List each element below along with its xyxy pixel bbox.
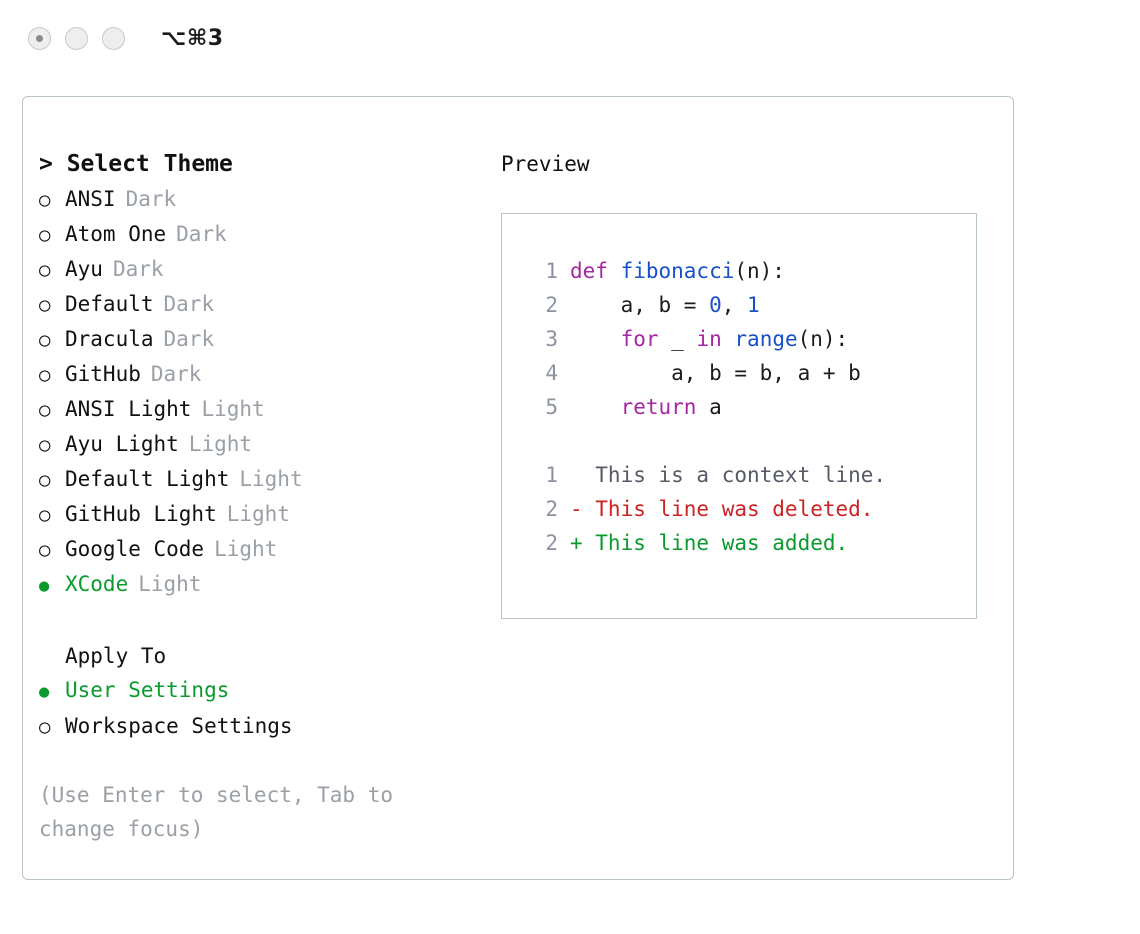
radio-unselected-icon: ○ (39, 294, 51, 316)
radio-unselected-icon: ○ (39, 224, 51, 246)
code-token: , (721, 293, 748, 317)
apply-to-option-label: User Settings (65, 678, 230, 702)
theme-option-row[interactable] (39, 532, 479, 567)
theme-option-row[interactable] (39, 322, 479, 357)
theme-option-variant-tag: Light (226, 502, 290, 526)
code-token: 0 (709, 293, 722, 317)
radio-unselected-icon: ○ (39, 364, 51, 386)
code-token: range (734, 327, 798, 351)
radio-unselected-icon: ○ (39, 259, 51, 281)
preview-label: Preview (501, 152, 590, 176)
apply-to-heading: Apply To (65, 644, 167, 668)
diff-line (524, 526, 976, 560)
code-text (570, 254, 785, 288)
code-line (524, 288, 976, 322)
theme-option-label: Atom One (65, 222, 167, 246)
theme-option-variant-tag: Light (188, 432, 253, 456)
code-token (570, 395, 621, 419)
radio-unselected-icon: ○ (39, 469, 51, 491)
radio-unselected-icon: ○ (39, 399, 51, 421)
line-number: 2 (545, 497, 558, 521)
code-token: a, b = (570, 293, 710, 317)
theme-option-variant-tag: Dark (163, 292, 215, 316)
code-token: fibonacci (620, 259, 735, 283)
theme-picker-panel (22, 96, 1014, 880)
code-token: _ (658, 327, 697, 351)
code-line (524, 356, 976, 390)
theme-option-label: Dracula (65, 327, 154, 351)
apply-to-list (39, 673, 479, 744)
code-token: (n): (797, 327, 849, 351)
theme-option-label: Ayu Light (65, 432, 179, 456)
radio-unselected-icon: ○ (39, 504, 51, 526)
theme-option-label: ANSI Light (65, 397, 192, 421)
theme-option-row[interactable] (39, 497, 479, 532)
line-number: 5 (545, 395, 558, 419)
close-dot (36, 35, 43, 42)
theme-list (39, 182, 479, 603)
keyboard-hint: (Use Enter to select, Tab to change focus) (39, 783, 394, 841)
line-number: 2 (545, 293, 558, 317)
code-line (524, 322, 976, 356)
radio-unselected-icon: ○ (39, 189, 51, 211)
code-text (570, 288, 760, 322)
line-number: 4 (545, 361, 558, 385)
code-text (570, 356, 861, 390)
code-line (524, 390, 976, 424)
diff-line (524, 492, 976, 526)
theme-option-row[interactable] (39, 462, 479, 497)
line-number: 1 (545, 463, 558, 487)
code-token: in (696, 327, 722, 351)
section-spacer (39, 603, 479, 639)
radio-unselected-icon: ○ (39, 434, 51, 456)
code-token: def (570, 259, 621, 283)
theme-option-label: Default (65, 292, 154, 316)
radio-selected-icon: ● (39, 682, 50, 702)
theme-option-variant-tag: Dark (150, 362, 202, 386)
apply-to-option-row[interactable] (39, 709, 479, 744)
code-token: return (620, 395, 697, 419)
theme-option-row[interactable] (39, 182, 479, 217)
code-line (524, 254, 976, 288)
line-number: 1 (545, 259, 558, 283)
theme-option-row[interactable] (39, 357, 479, 392)
theme-option-label: ANSI (65, 187, 116, 211)
radio-unselected-icon: ○ (39, 716, 51, 738)
code-token (570, 327, 621, 351)
theme-option-row[interactable] (39, 217, 479, 252)
theme-option-variant-tag: Dark (125, 187, 177, 211)
theme-option-label: GitHub (65, 362, 141, 386)
theme-list-column (39, 147, 479, 846)
window-shortcut-label: ⌥⌘3 (161, 25, 224, 51)
theme-option-label: GitHub Light (65, 502, 217, 526)
code-token: (n): (734, 259, 785, 283)
theme-option-variant-tag: Light (239, 467, 303, 491)
diff-text: This is a context line. (570, 463, 887, 487)
preview-box (501, 213, 977, 619)
line-number: 3 (545, 327, 558, 351)
code-token: 1 (747, 293, 760, 317)
theme-option-variant-tag: Dark (112, 257, 164, 281)
theme-option-variant-tag: Dark (176, 222, 227, 246)
line-number: 2 (545, 531, 558, 555)
select-theme-heading: > Select Theme (39, 151, 233, 177)
radio-unselected-icon: ○ (39, 329, 51, 351)
theme-option-variant-tag: Dark (163, 327, 215, 351)
theme-option-row[interactable] (39, 287, 479, 322)
theme-option-variant-tag: Light (138, 572, 202, 596)
theme-option-label: Ayu (65, 257, 103, 281)
diff-sample (524, 458, 976, 560)
zoom-button[interactable] (102, 27, 125, 50)
theme-option-label: Google Code (65, 537, 205, 561)
code-token (722, 327, 735, 351)
code-text (570, 322, 848, 356)
diff-line (524, 458, 976, 492)
radio-selected-icon: ● (39, 576, 50, 596)
apply-to-option-row[interactable] (39, 673, 479, 709)
code-token: a (696, 395, 722, 419)
close-button[interactable] (28, 27, 51, 50)
code-diff-spacer (524, 424, 976, 458)
theme-option-label: XCode (65, 572, 129, 596)
title-bar (0, 0, 1140, 76)
code-token: for (620, 327, 659, 351)
code-token: a, b = b, a + b (570, 361, 861, 385)
diff-text: + This line was added. (570, 531, 849, 555)
theme-option-variant-tag: Light (214, 537, 278, 561)
preview-column (501, 147, 1001, 619)
diff-text: - This line was deleted. (570, 497, 874, 521)
theme-option-row[interactable] (39, 427, 479, 462)
radio-unselected-icon: ○ (39, 539, 51, 561)
theme-option-row[interactable] (39, 567, 479, 603)
theme-option-label: Default Light (65, 467, 230, 491)
theme-option-row[interactable] (39, 252, 479, 287)
code-sample (524, 254, 976, 424)
theme-option-variant-tag: Light (201, 397, 265, 421)
theme-option-row[interactable] (39, 392, 479, 427)
minimize-button[interactable] (65, 27, 88, 50)
apply-to-option-label: Workspace Settings (65, 714, 293, 738)
code-text (570, 390, 722, 424)
